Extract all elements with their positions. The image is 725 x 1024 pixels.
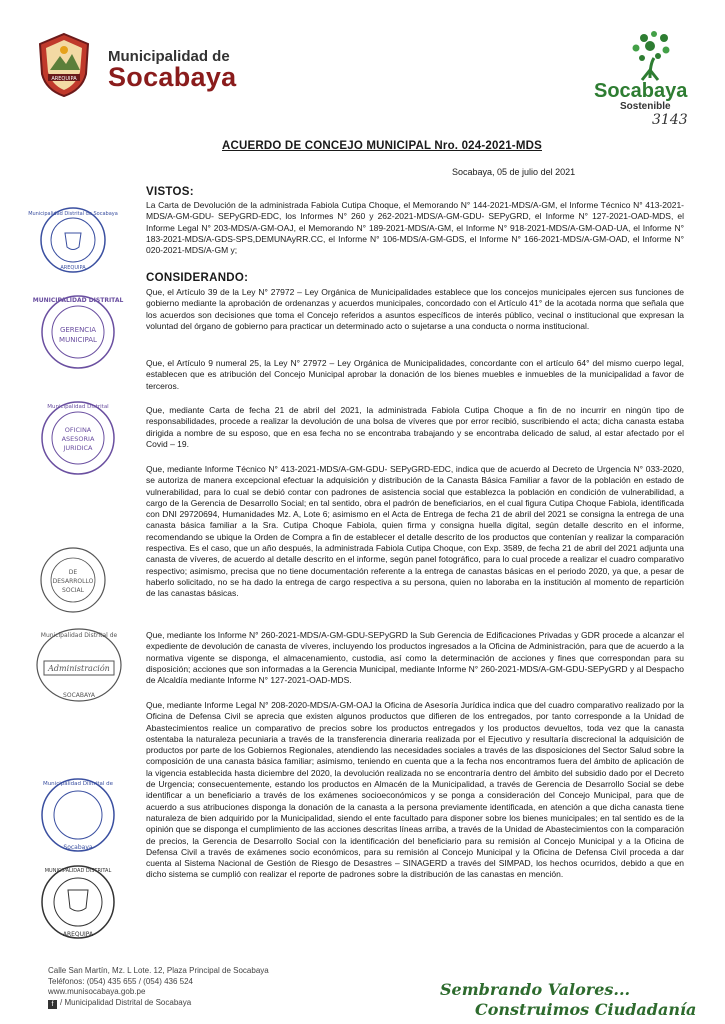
municipal-crest-icon [34, 30, 94, 100]
stamp-socabaya [38, 775, 118, 855]
stamp6-city: Socabaya [63, 844, 93, 851]
stamp4-line3: SOCIAL [62, 587, 84, 594]
stamp7-city: AREQUIPA [62, 931, 94, 938]
stamp-administracion [34, 625, 124, 705]
document-date: Socabaya, 05 de julio del 2021 [452, 167, 576, 177]
facebook-icon: f [48, 1000, 57, 1009]
paragraph-2: Que, el Artículo 9 numeral 25, la Ley N° 27972 – Ley Orgánica de Municipalidades, concordante con el artículo 64° del mismo cuerpo legal, establecen que es atribución del Concejo Municipal aprobar la donación de los bienes muebles e inmuebles de la municipalidad a favor de terceros. [146, 358, 684, 391]
stamp-municipal-arequipa [38, 862, 118, 942]
footer-facebook-label: / Municipalidad Distrital de Socabaya [60, 997, 192, 1007]
stamp3-line2: ASESORIA [61, 435, 95, 443]
paragraph-3: Que, mediante Carta de fecha 21 de abril del 2021, la administrada Fabiola Cutipa Choque a fin de no incurrir en ningún tipo de responsabilidades, procede a realizar la devolución de una bolsa de víveres que por error recibió, suscribiendo el acta; dicha canasta estaba dirigida a nombre de su esposo, que en esa fecha no se encontraba trabajando y se encontraba delicado de salud, al estar afectado por el Covid – 19. [146, 405, 684, 449]
municipality-name: Socabaya [108, 62, 237, 92]
footer-web: www.munisocabaya.gob.pe [48, 987, 146, 996]
paragraph-1: Que, el Artículo 39 de la Ley N° 27972 – Ley Orgánica de Municipalidades establece que los concejos municipales ejercen sus funciones de gobierno mediante la aprobación de ordenanzas y acuerdos municipales, concordado con el Artículo 41° de la acotada norma que señala que los acuerdos son decisiones que toma el Concejo referidos a asuntos específicos de interés público, vecinal o institucional que expresan la voluntad del órgano de gobierno para practicar un determinado acto o sujetarse a una conducta o norma institucional. [146, 287, 684, 331]
stamp-asesoria-juridica [38, 398, 118, 478]
stamp7-title: MUNICIPALIDAD DISTRITAL [44, 868, 112, 874]
stamp2-line2: MUNICIPAL [59, 336, 97, 344]
slogan-line-1: Sembrando Valores... [440, 980, 631, 999]
footer-phones: Teléfonos: (054) 435 655 / (054) 436 524 [48, 976, 193, 986]
logo-word: Socabaya [594, 80, 688, 102]
footer-contact [48, 966, 269, 1009]
slogan-line-2: Construimos Ciudadanía [475, 1000, 697, 1019]
stamp1-text: Municipalidad Distrital de Socabaya [28, 211, 118, 217]
footer-address: Calle San Martín, Mz. L Lote. 12, Plaza Principal de Socabaya [48, 966, 269, 975]
stamp5-title: Municipalidad Distrital de [40, 632, 118, 639]
stamp-desarrollo-social [38, 545, 108, 615]
logo-subtitle: Sostenible [620, 101, 671, 112]
stamp2-line1: GERENCIA [59, 326, 97, 334]
paragraph-6: Que, mediante Informe Legal N° 208-2020-MDS/A-GM-OAJ la Oficina de Asesoría Jurídica indica que del cuadro comparativo realizado por la Oficina de Defensa Civil se aprecia que existen algunos productos que difieren de los entregados, por tanto corresponde a la Unidad de Abastecimientos realice un comparativo de precios sobre los productos entregados y los productos devueltos, toda vez que la canasta ostentaba la naturaleza pecuniaria a través de la transferencia dineraria realizada por el Ejecutivo y resultaría discrecional la adquisición de productos por parte de los Gobiernos Regionales, atendiendo las necesidades sociales a través de las disposiciones del Sector Salud sobre la composición de una canasta básica familiar; asimismo, teniendo en cuenta que a la fecha nos encontramos fuera del ámbito de aplicación de la vigencia establecida hasta diciembre del 2020, la devolución realizada no se encontraría dentro del ámbito del subsidio dado por el Decreto de Urgencia; consecuentemente, estando los productos en Almacén de la Municipalidad, a través de Gerencia de Desarrollo Social se debe identificar a un beneficiario a través de los exámenes socioeconómicos y se ponga a consideración del Concejo Municipal, para que de acuerdo a sus atribuciones disponga la donación de la canasta a la persona previamente identificada, en atención a que dicha canasta tiene naturaleza de bien adquirido por la Municipalidad, siendo el ente facultado para disponer sobre los bienes municipales; en tal sentido es de la opinión que se disponga el cumplimiento de las acciones descritas líneas arriba, a través de la Unidad de Abastecimientos con la comparación de precios, la Gerencia de Desarrollo Social con la identificación del beneficiario para su remisión al Concejo Municipal y a la Oficina de Defensa Civil a través de exámenes socio económicos, para su remisión al Concejo Municipal y la Oficina de Defensa Civil proceda a dar cuenta al Sistema Nacional de Gestión de Riesgo de Desastres – SINAGERD a través del SIMPAD, los hechos ocurridos, debido a que en dicho sistema se cumplió con realizar el reporte de padrones sobre la distribución de las canastas en mención. [146, 700, 684, 880]
stamp3-line1: OFICINA [64, 426, 92, 434]
stamp-gerencia-municipal [32, 292, 124, 372]
paragraph-4: Que, mediante Informe Técnico N° 413-2021-MDS/A-GM-GDU- SEPyGRD-EDC, indica que de acuerdo al Decreto de Urgencia N° 033-2020, se autoriza de manera excepcional efectuar la adquisición y distribución de la Canasta Básica Familiar a favor de la población en estado de vulnerabilidad, para lo cual se debió contar con padrones de asistencia social que establezca la población en condición de vulnerabilidad, a cargo de la Gerencia de Desarrollo Social; en tal sentido, obra el padrón de beneficiarios, en el cual figura Cutipa Choque Fabiola, identificada con DNI 29720694, Humanidades Mz. A, Lote 6; asimismo en el Acta de Entrega de fecha 21 de abril del 2021 se consigna la entrega de una canasta básica familiar a la Sra. Cutipa Choque Fabiola, quien firma y consigna huella digital, según detalle descrito en el informe, recomendando se ubique la Orden de Compra a fin de establecer el detalle descrito de los productos que contenían y realizar la comparación respectiva. Es el caso, que un año después, la administrada Fabiola Cutipa Choque, con Exp. 3589, de fecha 21 de abril del 2021 adjunta una canasta de víveres, de acuerdo al detalle descrito en el informe, según panel fotográfico, para lo cual procede a realizar el cuadro comparativo respectivo; asimismo, precisa que no tiene documentación referente a la entrega de canastas básicas en el periodo 2020, ya que, a pesar de haberlo solicitado, no se ha dado la entrega de cargo respectiva a su persona, quien no laboraba en la institución al momento de repartición de las canastas básicas. [146, 464, 684, 599]
vistos-heading: VISTOS: [146, 186, 194, 198]
stamp5-office: Administración [48, 664, 110, 673]
vistos-text: La Carta de Devolución de la administrada Fabiola Cutipa Choque, el Memorando N° 144-2021-MDS/A-GM, el Informe Técnico N° 413-2021-MDS/A-GM-GDU- SEPyGRD-EDC, los Informes N° 260 y 262-2021-MDS/A-GM-GDU- SEPyGRD, el Informe N° 127-2021-OAD-MDS, el Informe Legal N° 203-MDS/A-GM-OAJ, el Memorando N° 189-2021-MDS/A-GM, el Informe N° 918-2021-MDS/A-GM-OAD-UA, el Informe N° 183-2021-MDS/A-GDS-SPS,DEMUNAyRR.CC, el Informe N° 106-MDS/A-GM-GDS, el Informe N° 166-2021-MDS/A-GM-OAD, el Informe N° 020-2021-MDS/A-GM y; [146, 200, 684, 256]
stamp4-line1: DE [68, 569, 78, 576]
stamp3-title: Municipalidad Distrital [47, 404, 109, 410]
stamp6-title: Municipalidad Distrital de [42, 781, 114, 787]
crest-caption: AREQUIPA [51, 76, 77, 82]
handwritten-number: 3143 [652, 112, 688, 128]
stamp5-city: SOCABAYA [63, 692, 95, 699]
stamp2-title: MUNICIPALIDAD DISTRITAL [32, 297, 124, 304]
considerando-heading: CONSIDERANDO: [146, 272, 249, 284]
stamp1-city: AREQUIPA [60, 265, 86, 271]
document-title: ACUERDO DE CONCEJO MUNICIPAL Nro. 024-2021-MDS [222, 140, 542, 152]
municipality-label: Municipalidad de [108, 48, 230, 65]
stamp4-line2: DESARROLLO [52, 578, 94, 585]
footer-facebook [48, 998, 269, 1009]
stamp-municipal-seal [28, 205, 118, 275]
paragraph-5: Que, mediante los Informe N° 260-2021-MDS/A-GM-GDU-SEPyGRD la Sub Gerencia de Edificaciones Privadas y GDR procede a alcanzar el expediente de devolución de canasta de víveres, incluyendo los productos ingresados a la Oficina de Administración, para que de acuerdo a la normativa vigente se disponga, el almacenamiento, custodia, así como la determinación de acciones y fines que correspondan para su disposición; acciones que son informadas a la Gerencia Municipal, mediante Informe N° 260-2021-MDS/A-GM-GDU-SEPyGRD y al Despacho de Alcaldía mediante Informe N° 127-2021-OAD-MDS. [146, 630, 684, 686]
stamp3-line3: JURIDICA [63, 444, 93, 452]
